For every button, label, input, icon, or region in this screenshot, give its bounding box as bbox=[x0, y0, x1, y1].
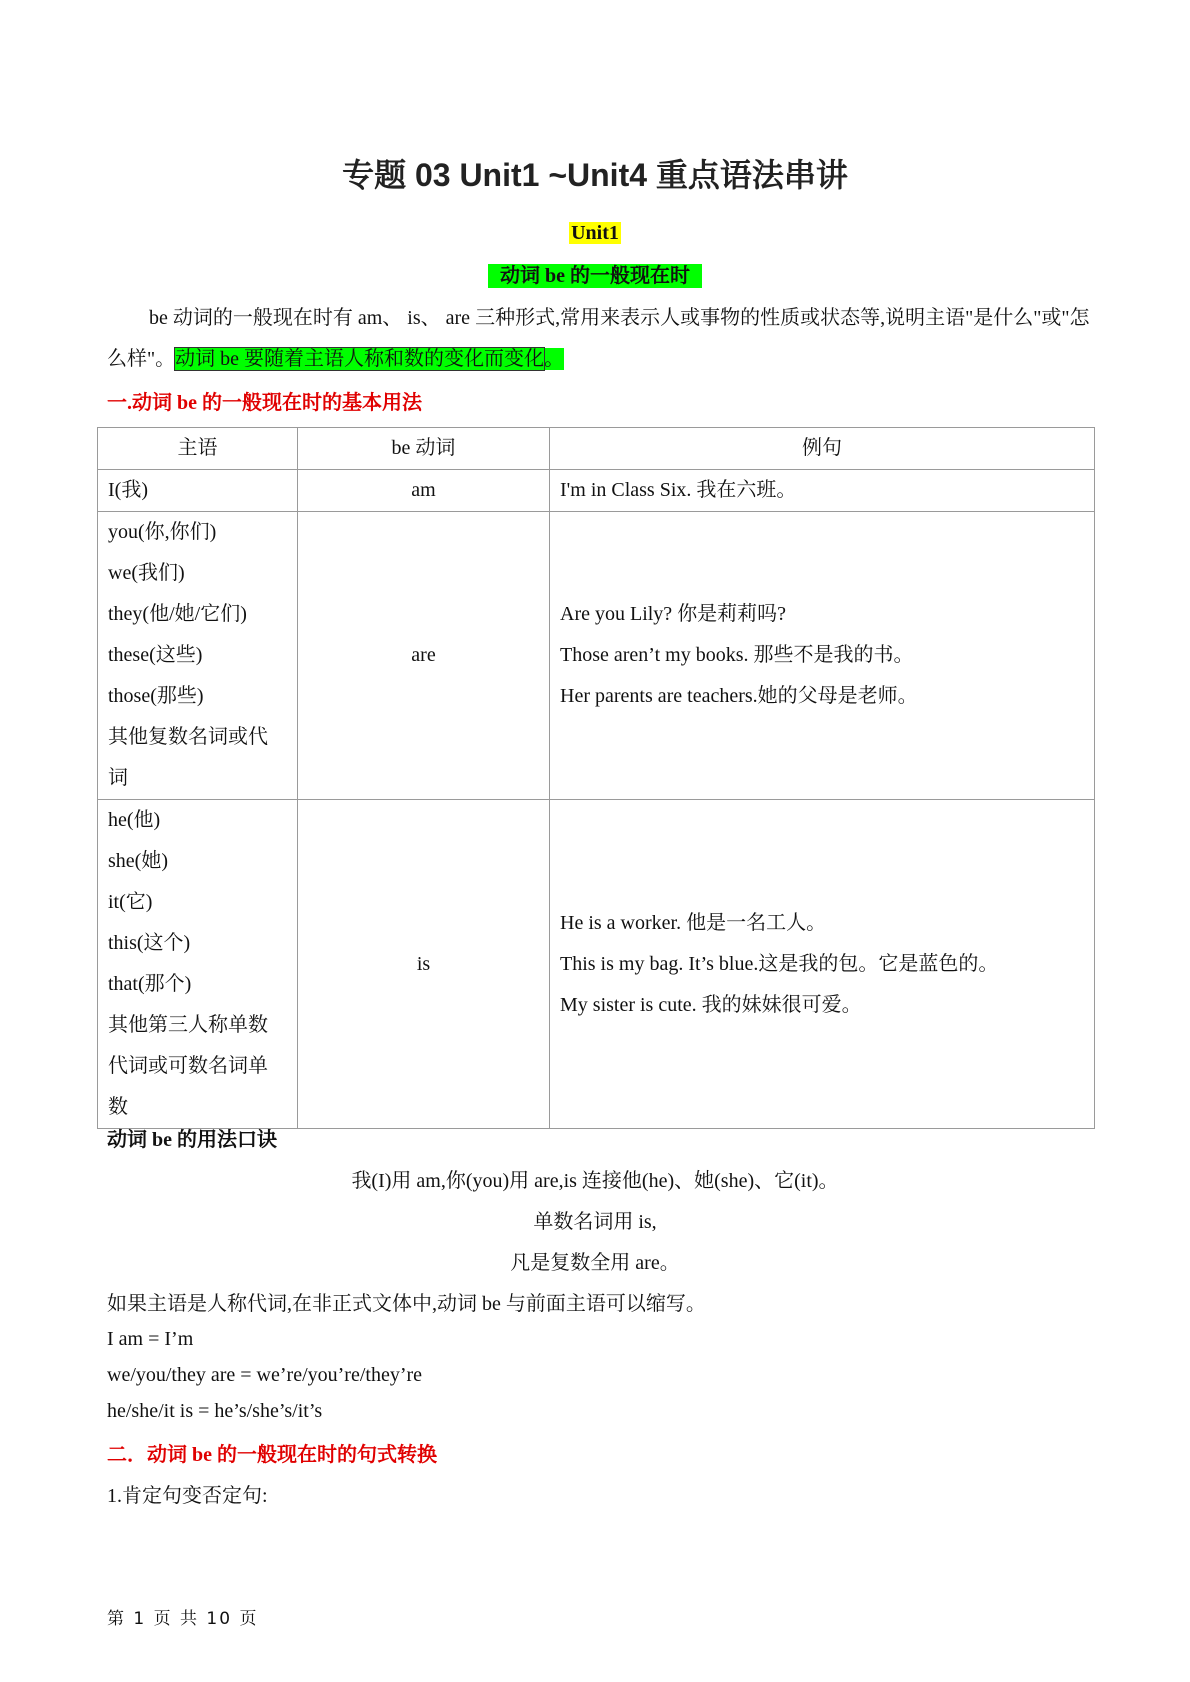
subject-cell bbox=[98, 470, 298, 512]
rhyme-line: 我(I)用 am,你(you)用 are,is 连接他(he)、她(she)、它(it)。 bbox=[351, 1170, 839, 1192]
unit-label-text: Unit1 bbox=[571, 222, 619, 244]
be-cell: am bbox=[298, 470, 550, 512]
table-row bbox=[98, 800, 1095, 1129]
subject-cell bbox=[98, 800, 298, 1129]
contraction-note: 如果主语是人称代词,在非正式文体中,动词 be 与前面主语可以缩写。 bbox=[107, 1293, 706, 1315]
subject-item: you(你,你们) bbox=[108, 521, 217, 543]
rhyme-heading: 动词 be 的用法口诀 bbox=[107, 1129, 277, 1151]
subject-item: this(这个) bbox=[108, 932, 191, 954]
table-header-row bbox=[98, 428, 1095, 470]
rhyme-line: 单数名词用 is, bbox=[533, 1211, 657, 1233]
be-cell: is bbox=[298, 800, 550, 1129]
example-sentence: He is a worker. 他是一名工人。 bbox=[560, 911, 827, 934]
contraction-example: he/she/it is = he’s/she’s/it’s bbox=[107, 1400, 323, 1422]
example-sentence: I'm in Class Six. 我在六班。 bbox=[560, 479, 797, 501]
page-footer: 第 1 页 共 10 页 bbox=[107, 1609, 259, 1629]
subject-item: that(那个) bbox=[108, 973, 192, 995]
be-cell: are bbox=[298, 512, 550, 800]
section-heading-2: 二．动词 be 的一般现在时的句式转换 bbox=[107, 1444, 437, 1466]
section-title-text: 动词 be 的一般现在时 bbox=[488, 264, 702, 288]
subject-cell bbox=[98, 512, 298, 800]
header-be: be 动词 bbox=[298, 428, 550, 470]
intro-paragraph bbox=[107, 298, 1090, 380]
page-title: 专题 03 Unit1 ~Unit4 重点语法串讲 bbox=[342, 157, 848, 193]
intro-highlight-tail: 。 bbox=[544, 348, 565, 370]
subject-item: she(她) bbox=[108, 850, 168, 872]
contraction-example: we/you/they are = we’re/you’re/they’re bbox=[107, 1364, 423, 1386]
table-row bbox=[98, 512, 1095, 800]
intro-text: be 动词的一般现在时有 am、 is、 are 三种形式,常用来表示人或事物的性质或状态等,说明主语"是什么"或"怎么样"。 bbox=[107, 307, 1090, 370]
section-heading-1: 一.动词 be 的一般现在时的基本用法 bbox=[107, 392, 422, 414]
table-row bbox=[98, 470, 1095, 512]
subheading: 1.肯定句变否定句: bbox=[107, 1485, 268, 1507]
unit-label bbox=[0, 222, 1190, 245]
header-subject: 主语 bbox=[98, 428, 298, 470]
section-title bbox=[0, 259, 1190, 288]
contraction-example: I am = I’m bbox=[107, 1328, 194, 1350]
example-sentence: Are you Lily? 你是莉莉吗? bbox=[560, 603, 787, 625]
subject-item: they(他/她/它们) bbox=[108, 603, 247, 625]
subject-item: we(我们) bbox=[108, 562, 185, 584]
intro-highlight: 动词 be 要随着主语人称和数的变化而变化 bbox=[175, 348, 545, 370]
example-sentence: Those aren’t my books. 那些不是我的书。 bbox=[560, 644, 914, 666]
subject-item: I(我) bbox=[108, 479, 148, 501]
rhyme-line: 凡是复数全用 are。 bbox=[510, 1252, 680, 1274]
header-example: 例句 bbox=[550, 428, 1095, 470]
subject-item: 其他复数名词或代词 bbox=[108, 726, 268, 789]
example-sentence: My sister is cute. 我的妹妹很可爱。 bbox=[560, 993, 862, 1016]
be-usage-table bbox=[97, 427, 1095, 1129]
subject-item: those(那些) bbox=[108, 685, 204, 707]
subject-item: these(这些) bbox=[108, 644, 203, 666]
example-sentence: Her parents are teachers.她的父母是老师。 bbox=[560, 685, 918, 707]
example-cell bbox=[550, 800, 1095, 1129]
subject-item: it(它) bbox=[108, 891, 153, 913]
subject-item: he(他) bbox=[108, 809, 161, 831]
example-cell bbox=[550, 470, 1095, 512]
example-sentence: This is my bag. It’s blue.这是我的包。它是蓝色的。 bbox=[560, 952, 999, 975]
subject-item: 其他第三人称单数代词或可数名词单数 bbox=[108, 1014, 268, 1118]
example-cell bbox=[550, 512, 1095, 800]
